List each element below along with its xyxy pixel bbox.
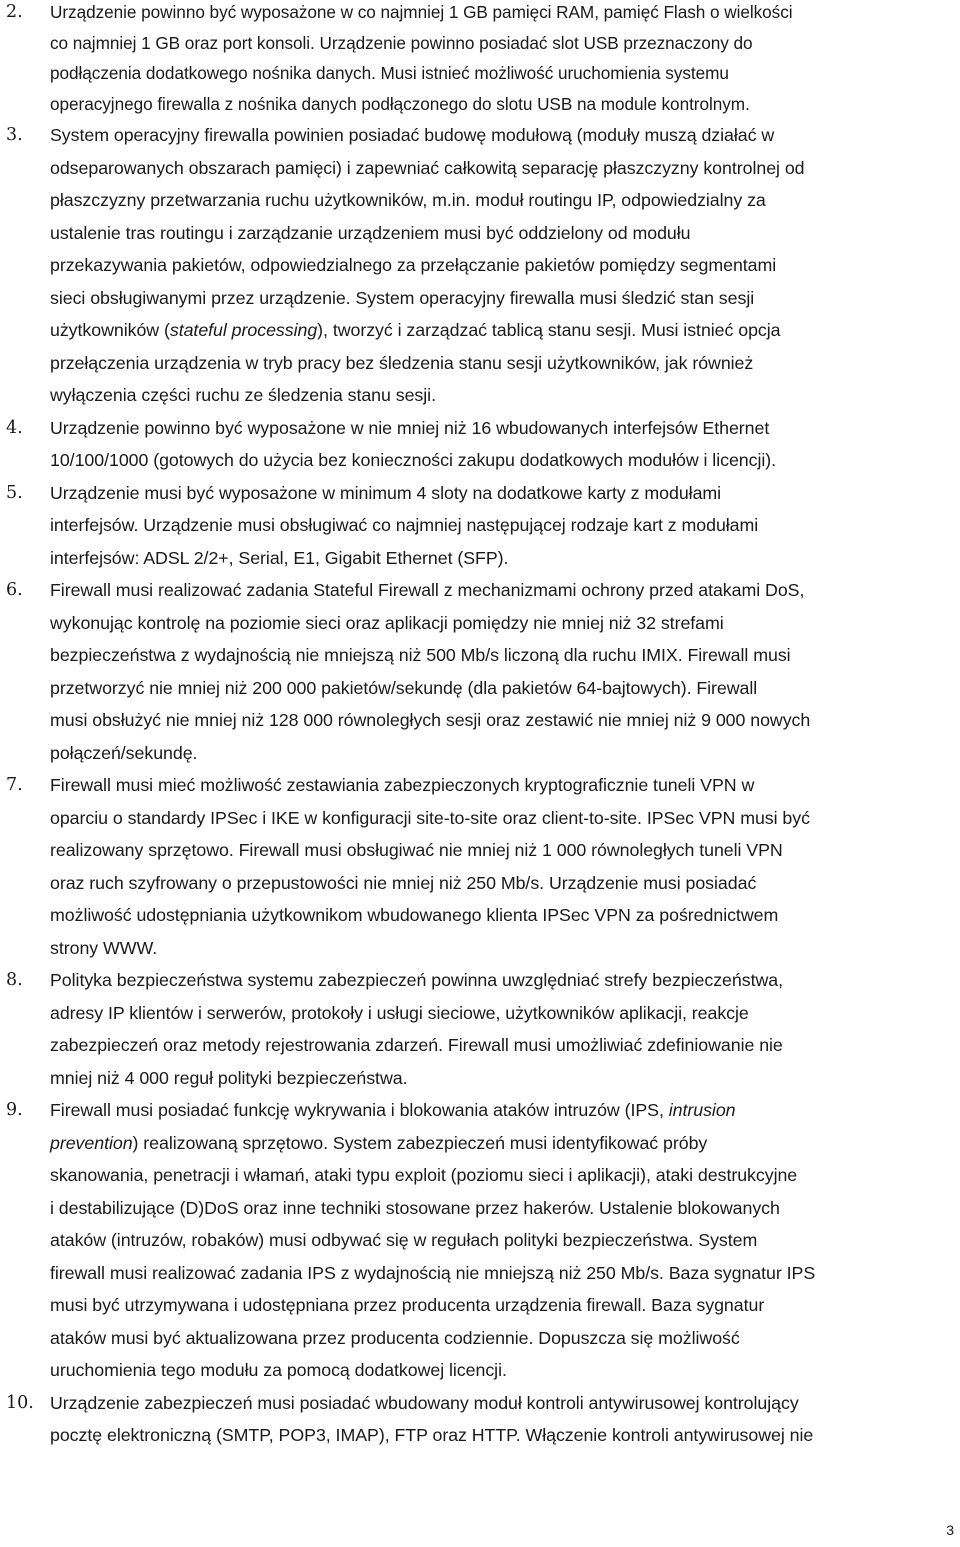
list-item — [0, 1387, 960, 1452]
item-number: 4. — [6, 417, 23, 438]
text-line — [50, 1127, 960, 1160]
text-line: Firewall musi mieć możliwość zestawiania zabezpieczonych kryptograficznie tuneli VPN w — [50, 775, 755, 795]
text-line: firewall musi realizować zadania IPS z wydajnością nie mniejszą niż 250 Mb/s. Baza sygnatur IPS — [50, 1262, 816, 1283]
text-line: i destabilizujące (D)DoS oraz inne techniki stosowane przez hakerów. Ustalenie blokowanych — [50, 1197, 780, 1218]
text-line: przełączenia urządzenia w tryb pracy bez śledzenia stanu sesji użytkowników, jak również — [50, 352, 754, 373]
list-item — [0, 574, 960, 769]
text-line: ataków musi być aktualizowana przez producenta codziennie. Dopuszcza się możliwość — [50, 1327, 740, 1348]
text-line: Polityka bezpieczeństwa systemu zabezpieczeń powinna uwzględniać strefy bezpieczeństwa, — [50, 970, 783, 990]
text-line: oparciu o standardy IPSec i IKE w konfiguracji site-to-site oraz client-to-site. IPSec VPN musi być — [50, 807, 810, 828]
item-text — [50, 964, 960, 1094]
text-line: co najmniej 1 GB oraz port konsoli. Urządzenie powinno posiadać slot USB przeznaczony do — [50, 32, 753, 53]
text-line: zabezpieczeń oraz metody rejestrowania zdarzeń. Firewall musi umożliwiać zdefiniowanie nie — [50, 1035, 783, 1055]
text-line: Urządzenie powinno być wyposażone w nie mniej niż 16 wbudowanych interfejsów Ethernet — [50, 417, 770, 438]
text-line: wykonując kontrolę na poziomie sieci oraz aplikacji pomiędzy nie mniej niż 32 strefami — [50, 612, 724, 633]
text-line: przetworzyć nie mniej niż 200 000 pakietów/sekundę (dla pakietów 64-bajtowych). Firewall — [50, 677, 758, 698]
item-number: 9. — [6, 1100, 23, 1120]
text-line: przekazywania pakietów, odpowiedzialnego za przełączanie pakietów pomiędzy segmentami — [50, 255, 777, 275]
item-text — [50, 574, 960, 769]
text-line: uruchomienia tego modułu za pomocą dodatkowej licencji. — [50, 1360, 507, 1380]
item-number: 7. — [6, 775, 23, 795]
text-line: odseparowanych obszarach pamięci) i zapewniać całkowitą separację płaszczyzny kontrolnej od — [50, 157, 805, 178]
text-line: interfejsów. Urządzenie musi obsługiwać co najmniej następującej rodzaje kart z modułami — [50, 515, 759, 535]
text-line: musi obsłużyć nie mniej niż 128 000 równoległych sesji oraz zestawić nie mniej niż 9 000 nowych — [50, 710, 811, 730]
text-segment: ) realizowaną sprzętowo. System zabezpieczeń musi identyfikować próby — [132, 1132, 708, 1153]
text-line: mniej niż 4 000 reguł polityki bezpieczeństwa. — [50, 1067, 408, 1088]
list-item — [0, 119, 960, 412]
text-line: Urządzenie zabezpieczeń musi posiadać wbudowany moduł kontroli antywirusowej kontrolujący — [50, 1392, 799, 1413]
text-line: strony WWW. — [50, 937, 158, 958]
text-line: 10/100/1000 (gotowych do użycia bez konieczności zakupu dodatkowych modułów i licencji). — [50, 450, 777, 470]
item-text — [50, 1094, 960, 1387]
item-number: 5. — [6, 482, 23, 503]
page-number: 3 — [946, 1522, 954, 1538]
text-line: interfejsów: ADSL 2/2+, Serial, E1, Gigabit Ethernet (SFP). — [50, 547, 509, 568]
text-line: sieci obsługiwanymi przez urządzenie. System operacyjny firewalla musi śledzić stan sesji — [50, 287, 755, 308]
text-segment: ), tworzyć i zarządzać tablicą stanu sesji. Musi istnieć opcja — [317, 320, 781, 340]
text-line: Urządzenie musi być wyposażone w minimum 4 sloty na dodatkowe karty z modułami — [50, 482, 722, 503]
text-line: płaszczyzny przetwarzania ruchu użytkowników, m.in. moduł routingu IP, odpowiedzialny za — [50, 190, 766, 210]
item-number: 3. — [6, 125, 23, 145]
text-segment: użytkowników ( — [50, 320, 170, 340]
text-line: ataków (intruzów, robaków) musi odbywać się w regułach polityki bezpieczeństwa. System — [50, 1230, 758, 1250]
item-number: 10. — [6, 1392, 34, 1413]
text-line: realizowany sprzętowo. Firewall musi obsługiwać nie mniej niż 1 000 równoległych tuneli VPN — [50, 840, 783, 860]
list-item — [0, 412, 960, 477]
text-line: możliwość udostępniania użytkownikom wbudowanego klienta IPSec VPN za pośrednictwem — [50, 905, 779, 925]
list-item — [0, 477, 960, 575]
text-line: oraz ruch szyfrowany o przepustowości nie mniej niż 250 Mb/s. Urządzenie musi posiadać — [50, 872, 757, 893]
list-item — [0, 769, 960, 964]
text-line — [50, 1094, 960, 1127]
item-number: 2. — [6, 2, 23, 22]
text-line: pocztę elektroniczną (SMTP, POP3, IMAP), FTP oraz HTTP. Włączenie kontroli antywirusowej nie — [50, 1425, 814, 1445]
text-line: musi być utrzymywana i udostępniana przez producenta urządzenia firewall. Baza sygnatur — [50, 1295, 765, 1315]
list-item — [0, 1094, 960, 1387]
text-segment: Firewall musi posiadać funkcję wykrywania i blokowania ataków intruzów (IPS, — [50, 1100, 669, 1120]
text-line: połączeń/sekundę. — [50, 742, 198, 763]
item-text — [50, 119, 960, 412]
text-line — [50, 314, 960, 347]
item-text — [50, 769, 960, 964]
item-text — [50, 1387, 960, 1452]
item-number: 6. — [6, 580, 23, 600]
item-text — [50, 0, 960, 119]
text-line: podłączenia dodatkowego nośnika danych. Musi istnieć możliwość uruchomienia systemu — [50, 63, 729, 83]
text-line: Firewall musi realizować zadania Stateful Firewall z mechanizmami ochrony przed atakami DoS, — [50, 580, 805, 600]
text-line: adresy IP klientów i serwerów, protokoły i usługi sieciowe, użytkowników aplikacji, reakcje — [50, 1002, 749, 1023]
text-line: skanowania, penetracji i włamań, ataki typu exploit (poziomu sieci i aplikacji), ataki destrukcyjne — [50, 1165, 798, 1185]
item-text — [50, 477, 960, 575]
text-line: wyłączenia części ruchu ze śledzenia stanu sesji. — [50, 385, 436, 405]
italic-term: prevention — [50, 1132, 133, 1153]
text-line: Urządzenie powinno być wyposażone w co najmniej 1 GB pamięci RAM, pamięć Flash o wielkości — [50, 2, 793, 22]
list-item — [0, 964, 960, 1094]
text-line: operacyjnego firewalla z nośnika danych podłączonego do slotu USB na module kontrolnym. — [50, 93, 750, 114]
text-line: ustalenie tras routingu i zarządzanie urządzeniem musi być oddzielony od modułu — [50, 222, 691, 243]
italic-term: stateful processing — [169, 320, 318, 340]
item-number: 8. — [6, 970, 23, 990]
text-line: System operacyjny firewalla powinien posiadać budowę modułową (moduły muszą działać w — [50, 125, 775, 145]
item-text — [50, 412, 960, 477]
text-line: bezpieczeństwa z wydajnością nie mniejszą niż 500 Mb/s liczoną dla ruchu IMIX. Firewall musi — [50, 645, 791, 665]
italic-term: intrusion — [668, 1100, 736, 1120]
list-item — [0, 0, 960, 119]
